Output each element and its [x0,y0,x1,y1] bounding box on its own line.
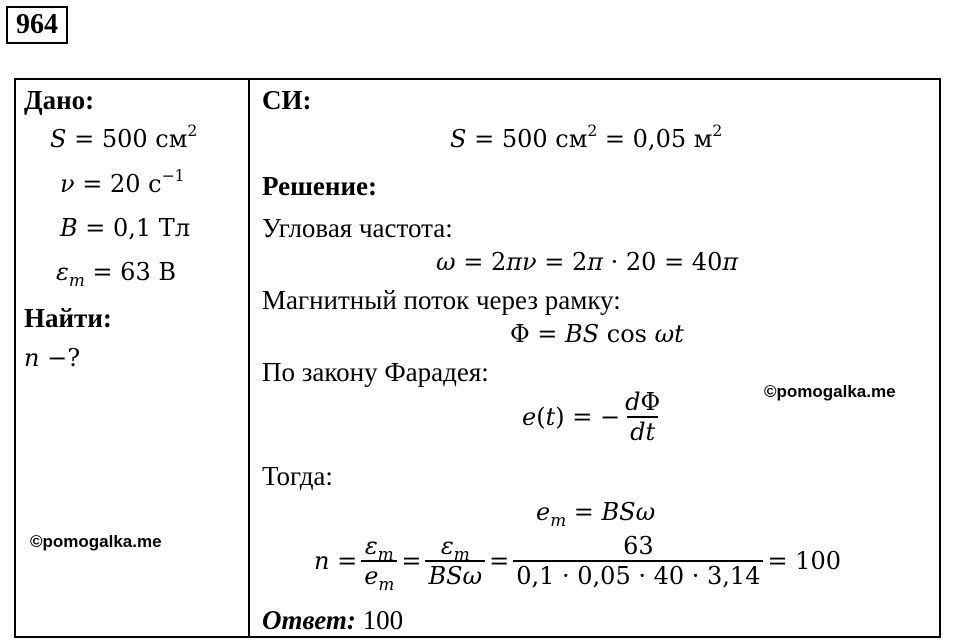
frac3-denominator: 0,1 · 0,05 · 40 · 3,14 [513,560,763,590]
given-frequency: ν = 20 $с^{-1}$ [60,167,185,198]
faraday-denominator: dt [627,416,658,446]
watermark-left: ©pomogalka.me [30,532,162,551]
problem-number: 964 [6,6,68,44]
given-heading: Дано: [24,85,95,115]
flux-formula: Φ = BS cos ωt [510,320,684,348]
given-emf: $\varepsilon_m = 63$ В [56,258,176,290]
watermark-right: ©pomogalka.me [764,382,896,401]
find-heading: Найти: [24,303,112,333]
flux-label: Магнитный поток через рамку: [262,285,621,315]
frac1-numerator: $\varepsilon_m$ [364,532,394,564]
given-area: S = 500 $см^2$ [50,122,198,153]
column-divider [248,78,250,638]
frac2-numerator: $\varepsilon_m$ [440,532,470,564]
n-formula: n = $\frac{\varepsilon_m}{e_m}$ = $\frac{\varepsilon_m}{\text{BSω}}$ = $\frac{63}{0,1 \cdot 0,05 \cdot 40 \cdot 3,14}$ = 100 [314,532,842,594]
n-result: = 100 [767,547,842,575]
solution-heading: Решение: [262,171,377,201]
si-heading: СИ: [262,85,312,115]
frac1-denominator: $e_m$ [361,560,397,590]
em-formula: $e_m = BS\omega$ [536,498,656,530]
angular-formula: ω = 2πν = 2π · 20 = 40π [436,248,739,276]
answer-line [262,604,403,636]
angular-label: Угловая частота: [262,213,453,243]
find-value: n −? [24,344,81,372]
faraday-formula: e(t) = − $\frac{d\Phi}{dt}$ [522,388,663,446]
faraday-numerator: dΦ [625,388,661,416]
faraday-label: По закону Фарадея: [262,357,489,387]
answer-value: 100 [362,605,404,635]
si-conversion: S = 500 $см^2 = 0,05$ $м^2$ [450,122,723,153]
frac3-numerator: 63 [623,532,654,560]
then-label: Тогда: [262,461,333,491]
answer-label: Ответ: [262,605,356,635]
given-induction: B = 0,1 Тл [60,214,191,242]
frac2-denominator: BSω [425,560,485,590]
